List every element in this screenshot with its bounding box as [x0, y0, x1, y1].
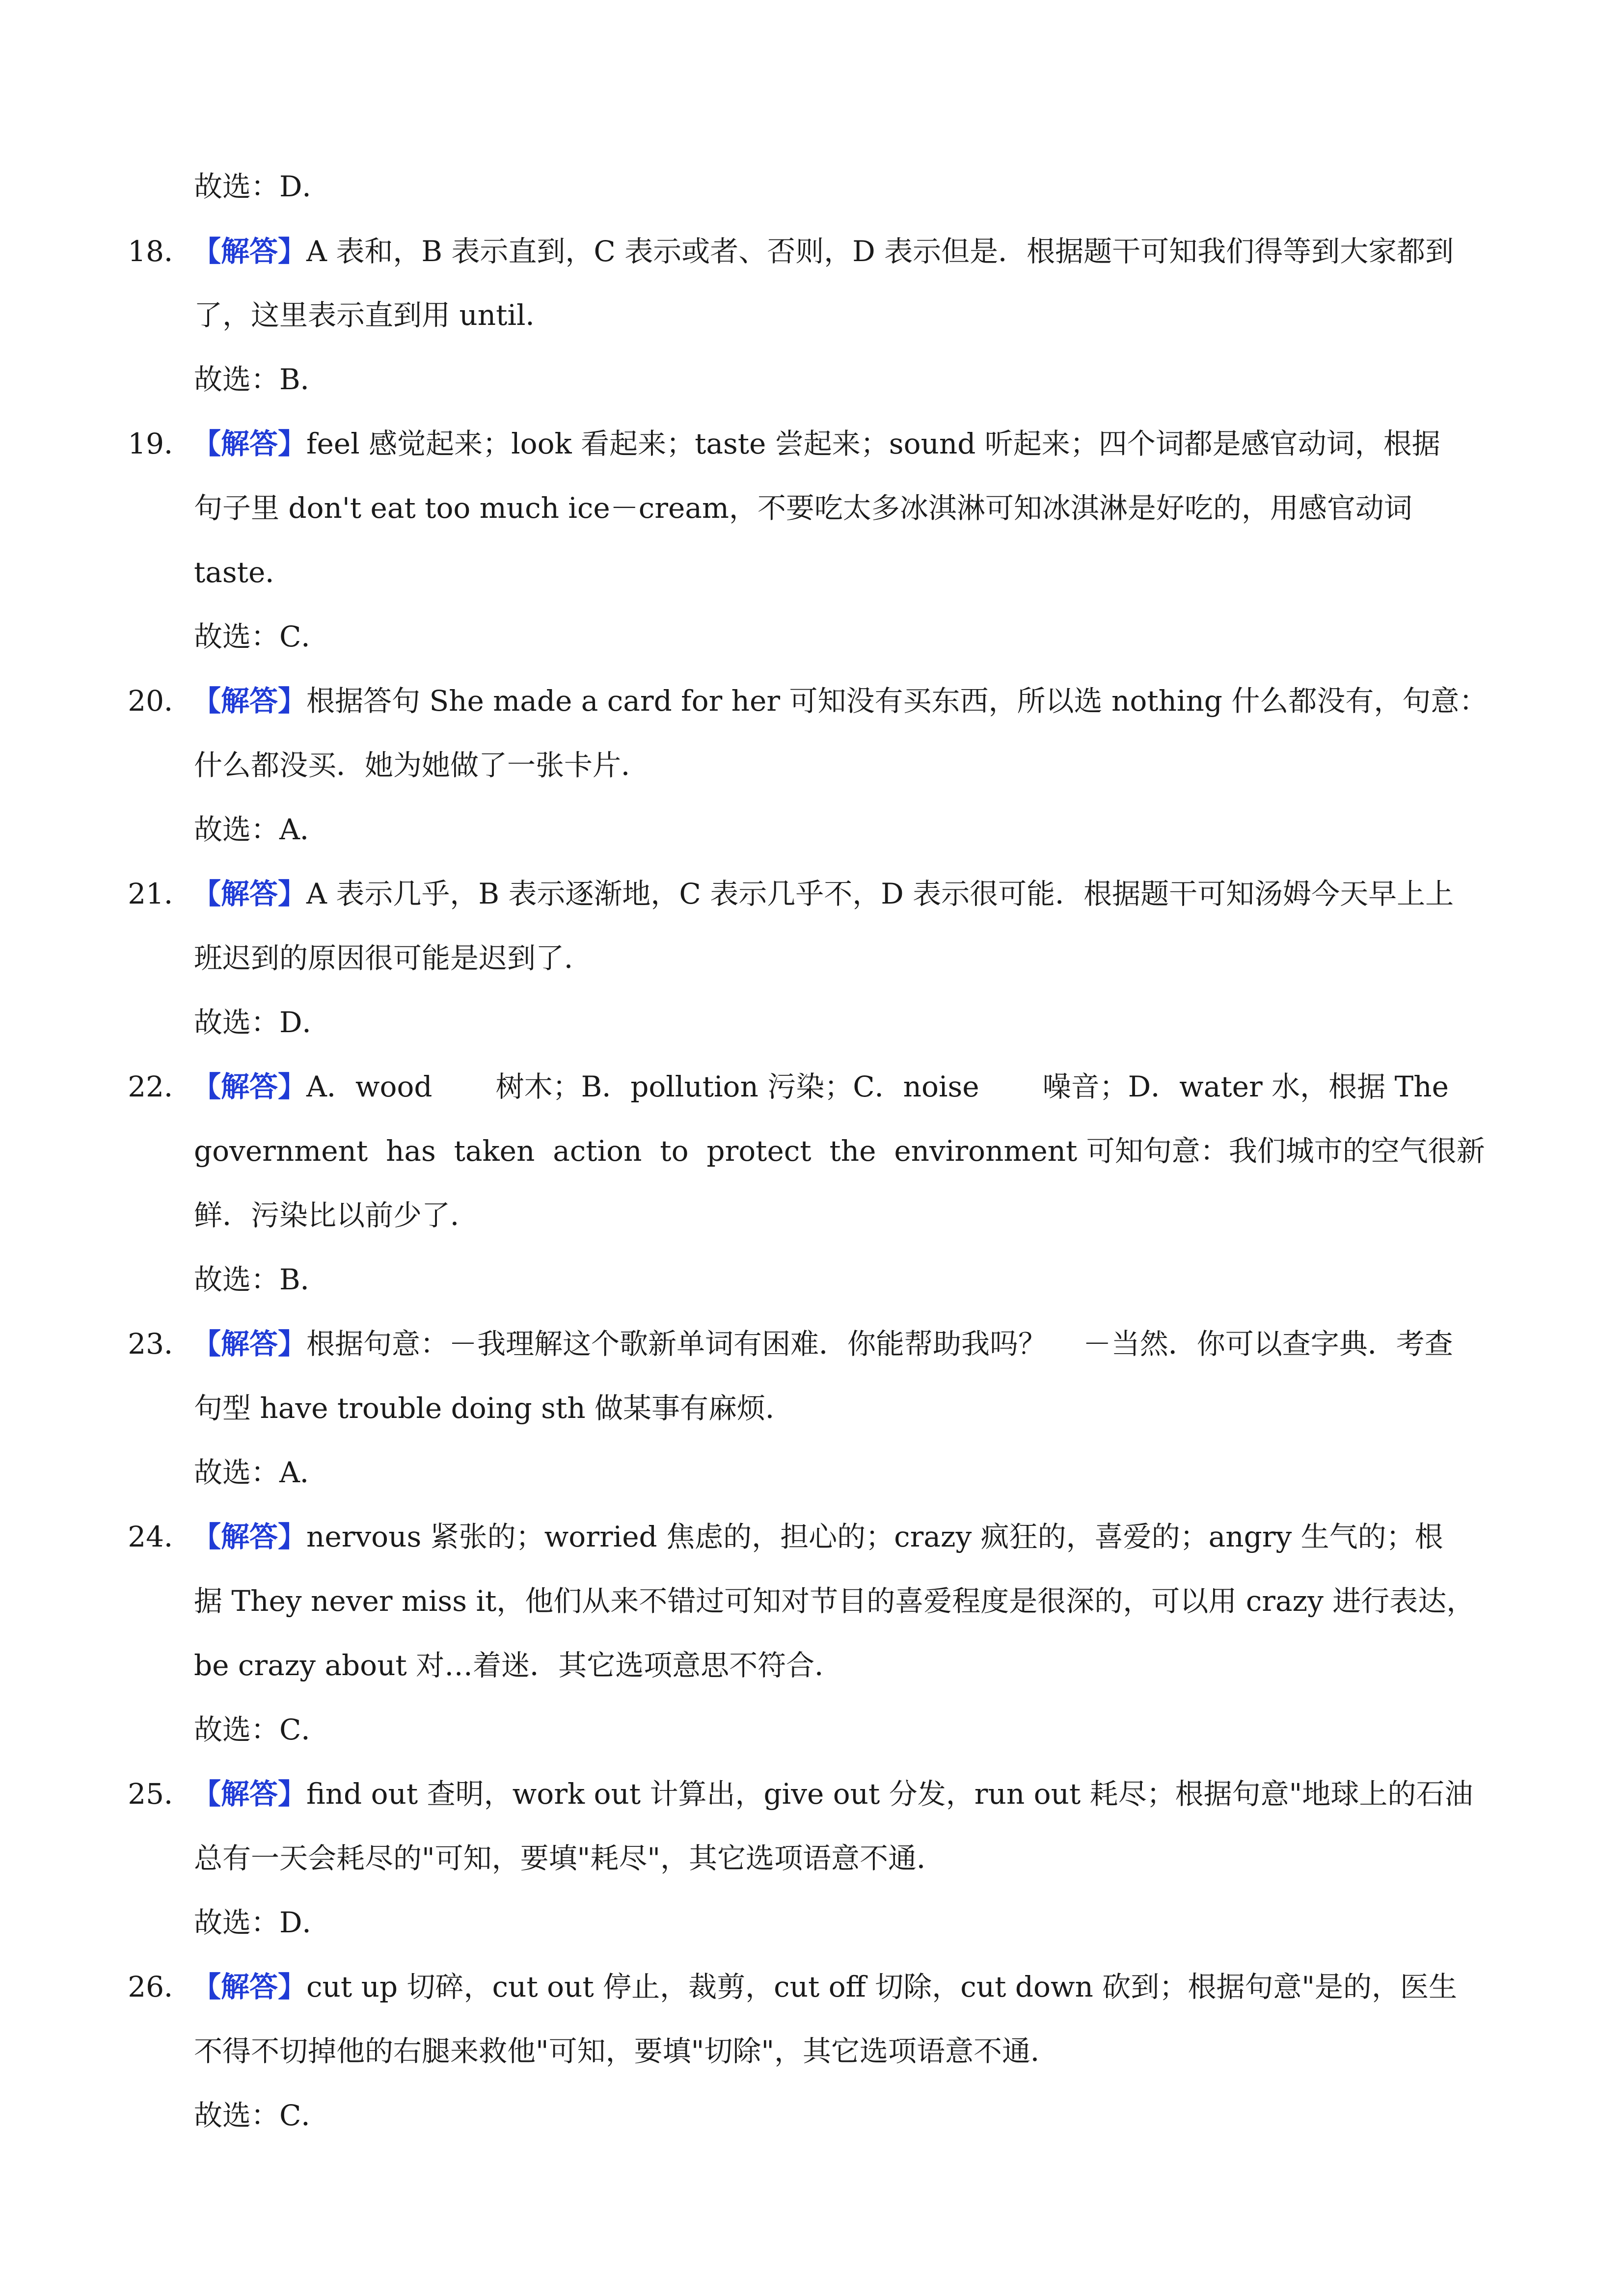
q25-number: 25．	[128, 1777, 192, 1811]
q22-text-line3: 鲜．污染比以前少了．	[194, 1199, 479, 1232]
q22-line3	[0, 1196, 479, 1235]
q26-line1	[0, 1967, 1457, 2006]
q24-text-line2: 据 They never miss it，他们从来不错过可知对节目的喜爱程度是很深的，可以用 crazy 进行表达，	[194, 1584, 1475, 1618]
q17-select: 故选：D．	[194, 170, 331, 203]
q24-answer-tag: 【解答】	[192, 1520, 307, 1553]
q24-text-line3: be crazy about 对…着迷．其它选项意思不符合．	[194, 1649, 843, 1682]
q20-line2	[0, 746, 650, 785]
q20-text-line2: 什么都没买．她为她做了一张卡片．	[194, 748, 650, 782]
q22-answer-tag: 【解答】	[192, 1070, 307, 1103]
q25-text-line2: 总有一天会耗尽的"可知，要填"耗尽"，其它选项语意不通．	[194, 1842, 946, 1875]
q26-number: 26．	[128, 1970, 192, 2003]
q23-select: 故选：A．	[194, 1456, 328, 1489]
q24-line2	[0, 1581, 1475, 1621]
q19-select: 故选：C．	[194, 620, 330, 653]
q23-line2	[0, 1388, 794, 1428]
q22-line2	[0, 1131, 1485, 1171]
q19-answer-line	[0, 617, 329, 656]
q20-text-line1: 根据答句 She made a card for her 可知没有买东西，所以选 nothing 什么都没有，句意：	[306, 684, 1488, 718]
q18-answer-tag: 【解答】	[192, 235, 307, 268]
q26-line2	[0, 2031, 1059, 2071]
q21-text-line2: 班迟到的原因很可能是迟到了．	[194, 941, 593, 975]
q23-number: 23．	[128, 1327, 192, 1361]
q18-line1	[0, 232, 1454, 271]
q24-text-line1: nervous 紧张的；worried 焦虑的，担心的；crazy 疯狂的，喜爱的；angry 生气的；根	[306, 1520, 1443, 1553]
q22-select: 故选：B．	[194, 1263, 329, 1296]
q22-number: 22．	[128, 1070, 192, 1103]
q21-line1	[0, 874, 1454, 913]
q24-line1	[0, 1517, 1443, 1556]
q19-text-line3: taste．	[194, 556, 294, 589]
q25-line2	[0, 1839, 945, 1878]
q26-answer-line	[0, 2096, 329, 2135]
q18-text-line1: A 表和，B 表示直到，C 表示或者、否则，D 表示但是．根据题干可知我们得等到大家都到	[306, 235, 1454, 268]
q26-select: 故选：C．	[194, 2099, 330, 2132]
q21-answer-line	[0, 1003, 331, 1042]
q25-answer-line	[0, 1903, 331, 1942]
q18-text-line2: 了，这里表示直到用 until．	[194, 298, 554, 332]
q19-text-line1: feel 感觉起来；look 看起来；taste 尝起来；sound 听起来；四个词都是感官动词，根据	[306, 427, 1440, 460]
q19-line2	[0, 488, 1412, 528]
q24-answer-line	[0, 1710, 329, 1749]
q21-number: 21．	[128, 877, 192, 910]
q21-select: 故选：D．	[194, 1006, 331, 1039]
q17-answer-line	[0, 167, 331, 206]
q21-answer-tag: 【解答】	[192, 877, 307, 910]
q25-text-line1: find out 查明，work out 计算出，give out 分发，run out 耗尽；根据句意"地球上的石油	[306, 1777, 1473, 1811]
q20-select: 故选：A．	[194, 813, 328, 846]
q19-line1	[0, 424, 1440, 463]
q23-answer-tag: 【解答】	[192, 1327, 307, 1361]
q25-line1	[0, 1774, 1473, 1814]
q23-text-line2: 句型 have trouble doing sth 做某事有麻烦．	[194, 1391, 794, 1425]
q22-answer-line	[0, 1260, 329, 1299]
q20-line1	[0, 681, 1488, 721]
q21-text-line1: A 表示几乎，B 表示逐渐地，C 表示几乎不，D 表示很可能．根据题干可知汤姆今天早上上	[306, 877, 1454, 910]
q26-text-line1: cut up 切碎，cut out 停止，裁剪，cut off 切除，cut down 砍到；根据句意"是的，医生	[306, 1970, 1458, 2003]
q26-answer-tag: 【解答】	[192, 1970, 307, 2003]
q25-select: 故选：D．	[194, 1906, 331, 1939]
q19-number: 19．	[128, 427, 192, 460]
q20-number: 20．	[128, 684, 192, 718]
q22-line1	[0, 1067, 1449, 1106]
q24-number: 24．	[128, 1520, 192, 1553]
q24-line3	[0, 1646, 843, 1685]
q18-line2	[0, 295, 554, 335]
q19-line3	[0, 553, 294, 592]
q19-answer-tag: 【解答】	[192, 427, 307, 460]
q21-line2	[0, 938, 593, 978]
q19-text-line2: 句子里 don't eat too much ice－cream，不要吃太多冰淇淋可知冰淇淋是好吃的，用感官动词	[194, 491, 1412, 525]
q24-select: 故选：C．	[194, 1713, 330, 1746]
q23-text-line1: 根据句意：－我理解这个歌新单词有困难．你能帮助我吗？ －当然．你可以查字典．考查	[306, 1327, 1453, 1361]
q20-answer-tag: 【解答】	[192, 684, 307, 718]
q23-line1	[0, 1324, 1453, 1363]
q20-answer-line	[0, 810, 328, 849]
q18-number: 18．	[128, 235, 192, 268]
q23-answer-line	[0, 1453, 328, 1492]
q18-select: 故选：B．	[194, 363, 329, 396]
q22-text-line1: A．wood 树木；B．pollution 污染；C．noise 噪音；D．water 水，根据 The	[306, 1070, 1449, 1103]
q25-answer-tag: 【解答】	[192, 1777, 307, 1811]
q22-text-line2: government has taken action to protect the environment 可知句意：我们城市的空气很新	[194, 1134, 1485, 1168]
q26-text-line2: 不得不切掉他的右腿来救他"可知，要填"切除"，其它选项语意不通．	[194, 2034, 1059, 2068]
q18-answer-line	[0, 360, 329, 399]
